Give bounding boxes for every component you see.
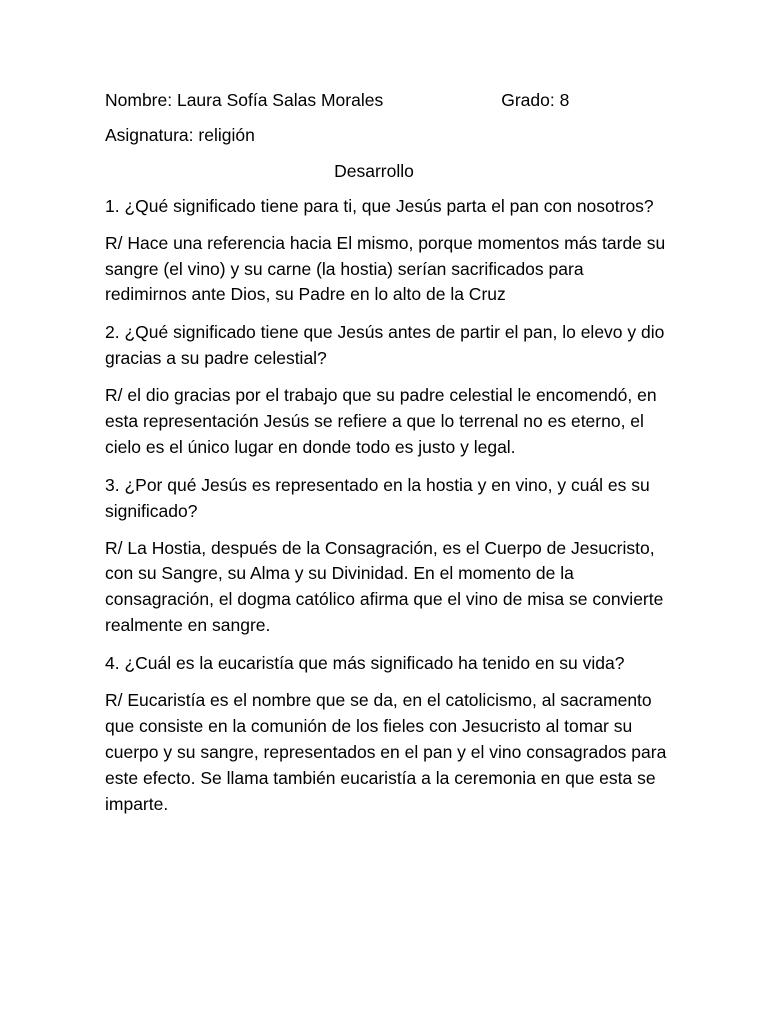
student-header [105,88,668,113]
question-2: 2. ¿Qué significado tiene que Jesús antes de partir el pan, lo elevo y dio gracias a su padre celestial? [105,322,665,369]
question-1: 1. ¿Qué significado tiene para ti, que Jesús parta el pan con nosotros? [105,195,654,216]
subject-line: Asignatura: religión [105,125,255,146]
question-3: 3. ¿Por qué Jesús es representado en la hostia y en vino, y cuál es su significado? [105,474,650,521]
section-title: Desarrollo [334,160,414,181]
answer-1: R/ Hace una referencia hacia El mismo, porque momentos más tarde su sangre (el vino) y su carne (la hostia) serían sacrificados para redimirnos ante Dios, su Padre en lo alto de la Cruz [105,232,666,305]
answer-4: R/ Eucaristía es el nombre que se da, en el catolicismo, al sacramento que consiste en la comunión de los fieles con Jesucristo al tomar su cuerpo y su sangre, representados en el pan y el vino consagrados para este efecto. Se llama también eucaristía a la ceremonia en que esta se imparte. [105,690,667,814]
question-4: 4. ¿Cuál es la eucaristía que más significado ha tenido en su vida? [105,653,625,674]
student-name: Nombre: Laura Sofía Salas Morales [105,90,384,110]
student-grade: Grado: 8 [501,90,570,110]
answer-3: R/ La Hostia, después de la Consagración, es el Cuerpo de Jesucristo, con su Sangre, su Alma y su Divinidad. En el momento de la consagración, el dogma católico afirma que el vino de misa se convierte realmente en sangre. [105,537,664,636]
answer-2: R/ el dio gracias por el trabajo que su padre celestial le encomendó, en esta representación Jesús se refiere a que lo terrenal no es eterno, el cielo es el único lugar en donde todo es justo y legal. [105,385,657,457]
